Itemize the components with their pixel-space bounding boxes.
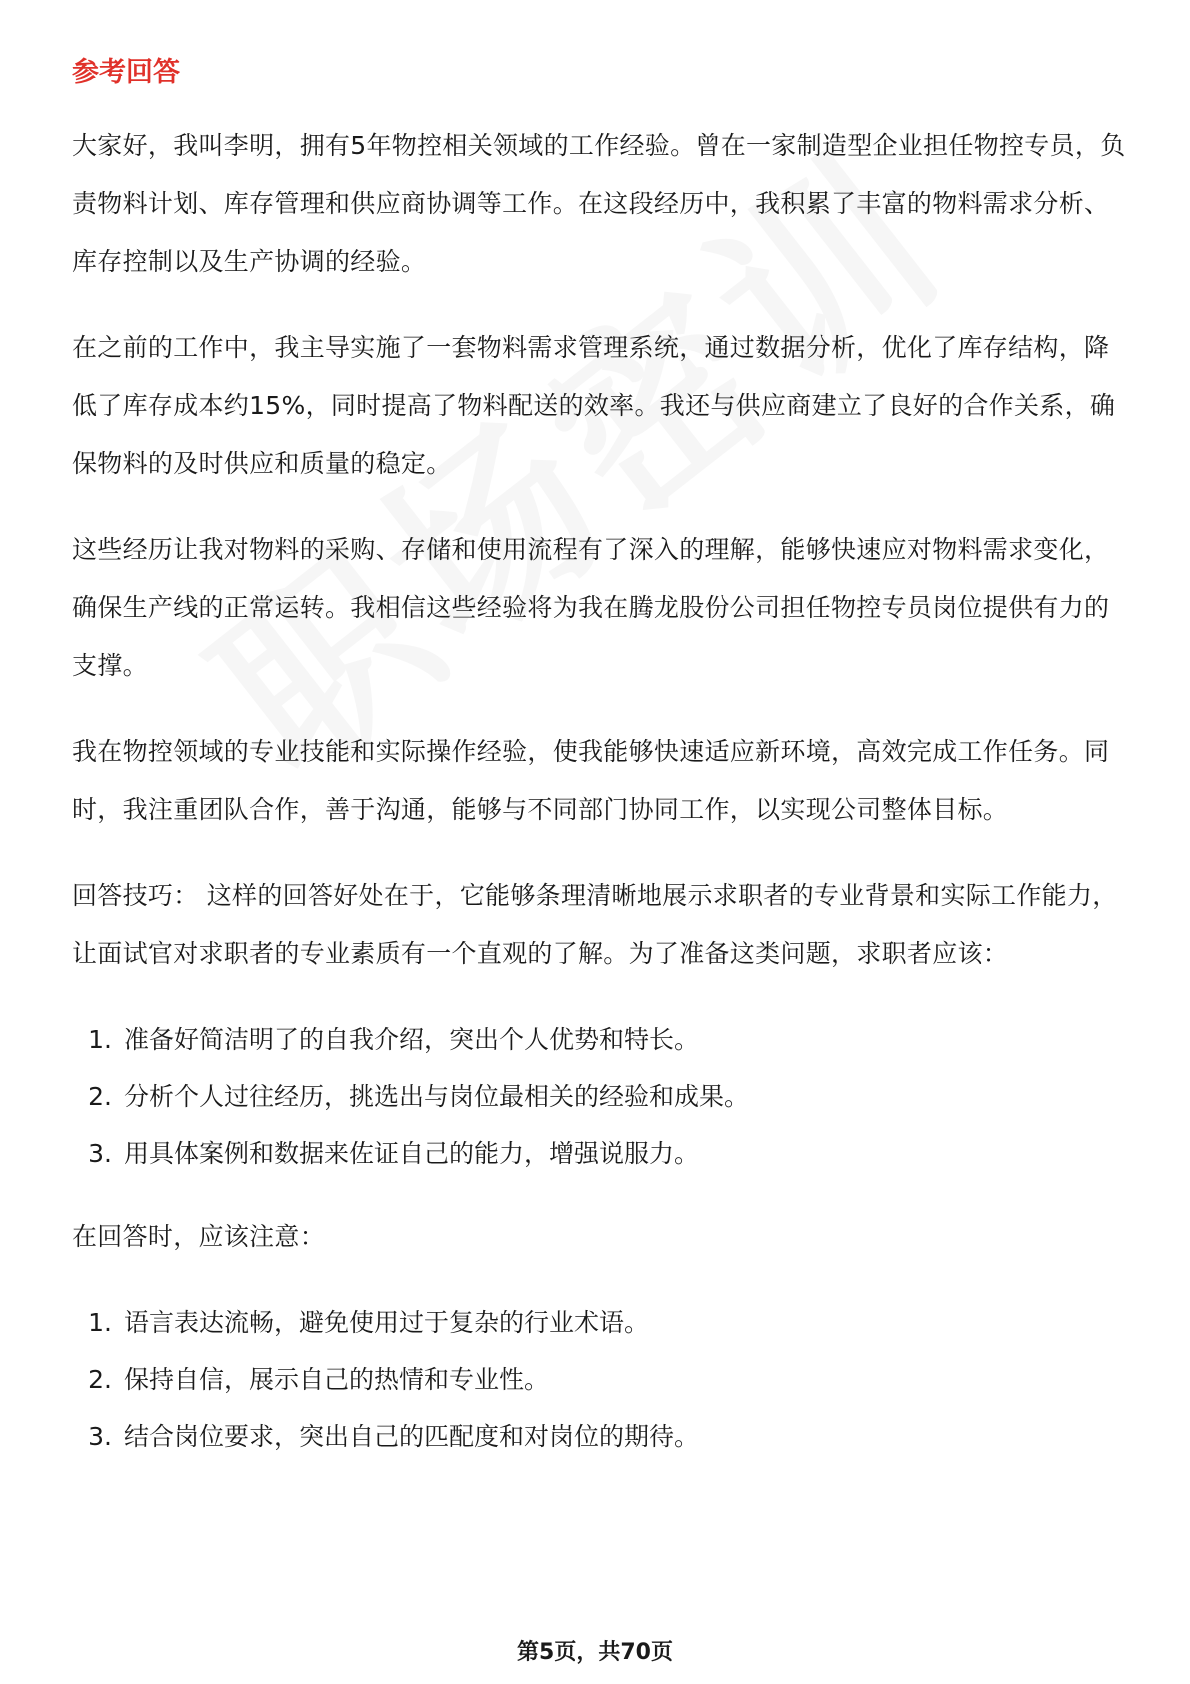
page-number-footer: 第5页，共70页: [517, 1640, 673, 1665]
list-text: 保持自信，展示自己的热情和专业性。: [124, 1365, 550, 1394]
list-number: 2.: [88, 1082, 112, 1111]
list-number: 1.: [88, 1025, 112, 1054]
answer-content: [72, 117, 1132, 1491]
list-item: [72, 1068, 1132, 1125]
section-heading: 参考回答: [72, 57, 180, 88]
paragraph-achievements: 在之前的工作中，我主导实施了一套物料需求管理系统，通过数据分析，优化了库存结构，降低了库存成本约15%，同时提高了物料配送的效率。我还与供应商建立了良好的合作关系，确保物料的及时供应和质量的稳定。: [72, 333, 1116, 478]
list-text: 分析个人过往经历，挑选出与岗位最相关的经验和成果。: [124, 1082, 750, 1111]
list-number: 3.: [88, 1139, 112, 1168]
list-number: 2.: [88, 1365, 112, 1394]
paragraph-intro: 大家好，我叫李明，拥有5年物控相关领域的工作经验。曾在一家制造型企业担任物控专员，负责物料计划、库存管理和供应商协调等工作。在这段经历中，我积累了丰富的物料需求分析、库存控制以及生产协调的经验。: [72, 131, 1126, 276]
list-item: [72, 1351, 1132, 1408]
list-item: [72, 1011, 1132, 1068]
list-number: 3.: [88, 1422, 112, 1451]
paragraph-understanding: 这些经历让我对物料的采购、存储和使用流程有了深入的理解，能够快速应对物料需求变化，确保生产线的正常运转。我相信这些经验将为我在腾龙股份公司担任物控专员岗位提供有力的支撑。: [72, 535, 1110, 680]
list-text: 用具体案例和数据来佐证自己的能力，增强说服力。: [124, 1139, 700, 1168]
paragraph-skills: 我在物控领域的专业技能和实际操作经验，使我能够快速适应新环境，高效完成工作任务。同时，我注重团队合作，善于沟通，能够与不同部门协同工作，以实现公司整体目标。: [72, 737, 1110, 824]
paragraph-notice-intro: 在回答时，应该注意：: [72, 1222, 326, 1251]
list-text: 结合岗位要求，突出自己的匹配度和对岗位的期待。: [124, 1422, 700, 1451]
paragraph-tips: 回答技巧： 这样的回答好处在于，它能够条理清晰地展示求职者的专业背景和实际工作能力，让面试官对求职者的专业素质有一个直观的了解。为了准备这类问题，求职者应该：: [72, 881, 1118, 968]
list-text: 语言表达流畅，避免使用过于复杂的行业术语。: [124, 1308, 650, 1337]
tips-list: [72, 1011, 1132, 1182]
list-item: [72, 1294, 1132, 1351]
list-text: 准备好简洁明了的自我介绍，突出个人优势和特长。: [124, 1025, 700, 1054]
list-item: [72, 1125, 1132, 1182]
notice-list: [72, 1294, 1132, 1465]
list-number: 1.: [88, 1308, 112, 1337]
list-item: [72, 1408, 1132, 1465]
